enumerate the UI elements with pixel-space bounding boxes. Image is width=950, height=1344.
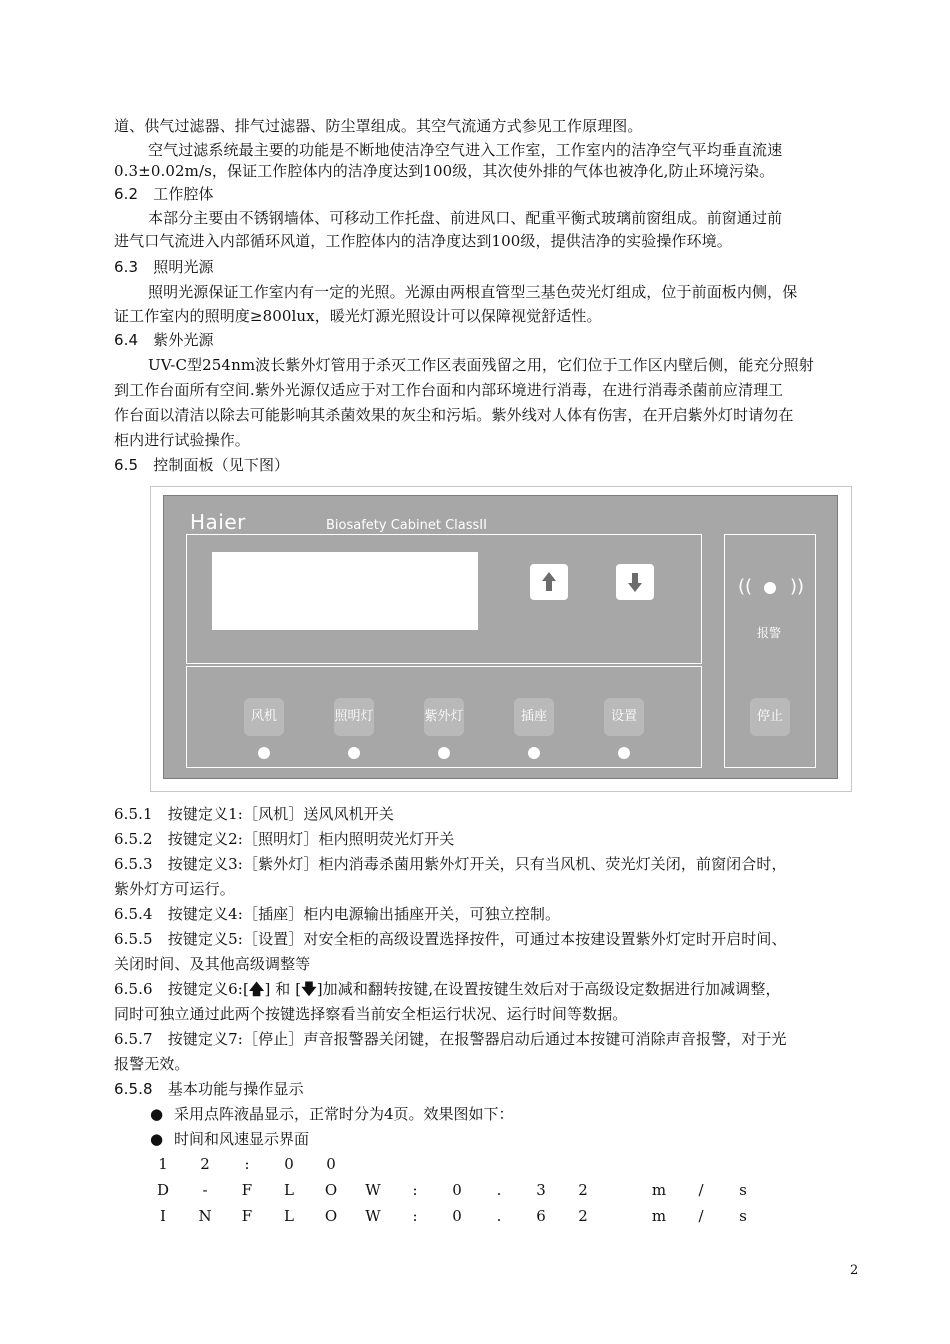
paragraph-line: 照明光源保证工作室内有一定的光照。光源由两根直管型三基色荧光灯组成，位于前面板内侧，保: [148, 283, 798, 301]
lcd-char: 2: [200, 1155, 210, 1173]
lcd-char: L: [284, 1207, 294, 1225]
paragraph-line: 到工作台面所有空间.紫外光源仅适应于对工作台面和内部环境进行消毒，在进行消毒杀菌前应清理工: [114, 381, 784, 399]
lcd-char: s: [739, 1207, 747, 1225]
socket-button[interactable]: 插座: [514, 698, 554, 736]
lcd-char: 3: [536, 1181, 546, 1199]
paragraph-line: 作台面以清洁以除去可能影响其杀菌效果的灰尘和污垢。紫外线对人体有伤害，在开启紫外灯时请勿在: [114, 406, 794, 424]
up-button[interactable]: [530, 564, 568, 600]
lcd-char: W: [365, 1207, 381, 1225]
light-button[interactable]: 照明灯: [334, 698, 374, 736]
lcd-char: 0: [452, 1207, 462, 1225]
settings-button[interactable]: 设置: [604, 698, 644, 736]
lcd-char: /: [698, 1181, 704, 1199]
bullet-icon: ●: [150, 1130, 164, 1148]
key-definition: 同时可独立通过此两个按键选择察看当前安全柜运行状况、运行时间等数据。: [114, 1005, 628, 1023]
paragraph-line: 柜内进行试验操作。: [114, 431, 250, 449]
lcd-char: F: [241, 1207, 253, 1225]
key-definition: 6.5.4 按键定义4:［插座］柜内电源输出插座开关，可独立控制。: [114, 905, 561, 923]
key-definition: 6.5.7 按键定义7:［停止］声音报警器关闭键，在报警器启动后通过本按键可消除声音报警，对于光: [114, 1030, 787, 1048]
alarm-wave-left-icon: ((: [738, 576, 753, 597]
lcd-char: F: [241, 1181, 253, 1199]
bullet-text: 时间和风速显示界面: [174, 1130, 310, 1148]
lcd-char: 2: [578, 1181, 588, 1199]
paragraph-line: 空气过滤系统最主要的功能是不断地使洁净空气进入工作室，工作室内的洁净空气平均垂直流速: [148, 141, 783, 159]
arrow-down-icon: 🡇: [301, 980, 317, 998]
lcd-char: -: [202, 1181, 208, 1199]
lcd-char: O: [324, 1181, 338, 1199]
lcd-char: :: [412, 1207, 418, 1225]
bullet-item: [150, 1129, 309, 1149]
bullet-item: [150, 1104, 514, 1124]
lcd-char: .: [496, 1207, 502, 1225]
lcd-char: 1: [158, 1155, 168, 1173]
paragraph-line: 道、供气过滤器、排气过滤器、防尘罩组成。其空气流通方式参见工作原理图。: [114, 117, 643, 135]
lcd-char: L: [284, 1181, 294, 1199]
lcd-char: I: [160, 1207, 166, 1225]
section-heading-6-5-8: 6.5.8 基本功能与操作显示: [114, 1080, 304, 1098]
alarm-wave-right-icon: )): [790, 576, 805, 597]
alarm-label: 报警: [757, 626, 782, 640]
bullet-icon: ●: [150, 1105, 164, 1123]
fan-button[interactable]: 风机: [244, 698, 284, 736]
lcd-char: 0: [326, 1155, 336, 1173]
control-panel-figure: [150, 486, 852, 792]
key-definition: 紫外灯方可运行。: [114, 880, 235, 898]
control-panel: [163, 495, 838, 779]
lcd-char: 0: [284, 1155, 294, 1173]
lcd-char: :: [244, 1155, 250, 1173]
lcd-char: 2: [578, 1207, 588, 1225]
paragraph-line: 进气口气流进入内部循环风道，工作腔体内的洁净度达到100级，提供洁净的实验操作环境。: [114, 232, 732, 250]
down-button[interactable]: [616, 564, 654, 600]
section-heading-6-3: 6.3 照明光源: [114, 258, 214, 276]
model-name: Biosafety Cabinet ClassII: [326, 518, 487, 533]
arrow-up-icon: [530, 564, 568, 600]
lcd-screen: [212, 552, 478, 630]
page-number: 2: [850, 1263, 859, 1278]
lcd-char: m: [651, 1207, 667, 1225]
key-definition: 6.5.5 按键定义5:［设置］对安全柜的高级设置选择按件，可通过本按建设置紫外灯定时开启时间、: [114, 930, 787, 948]
light-indicator-led: [348, 747, 360, 759]
section-heading-6-4: 6.4 紫外光源: [114, 331, 214, 349]
paragraph-line: 证工作室内的照明度≥800lux，暖光灯源光照设计可以保障视觉舒适性。: [114, 307, 602, 325]
key-definition: [114, 979, 860, 999]
arrow-up-icon: 🡅: [248, 980, 265, 998]
lcd-char: s: [739, 1181, 747, 1199]
key-definition-prefix: 6.5.6 按键定义6:[: [114, 980, 249, 998]
lcd-char: N: [198, 1207, 212, 1225]
socket-indicator-led: [528, 747, 540, 759]
paragraph-line: 本部分主要由不锈钢墙体、可移动工作托盘、前进风口、配重平衡式玻璃前窗组成。前窗通过前: [148, 209, 783, 227]
key-definition: 6.5.3 按键定义3:［紫外灯］柜内消毒杀菌用紫外灯开关，只有当风机、荧光灯关闭，前窗闭合时，: [114, 855, 787, 873]
lcd-char: /: [698, 1207, 704, 1225]
section-heading-6-2: 6.2 工作腔体: [114, 185, 214, 203]
lcd-char: .: [496, 1181, 502, 1199]
key-definition-suffix: ]加减和翻转按键,在设置按键生效后对于高级设定数据进行加减调整，: [316, 980, 781, 998]
stop-button[interactable]: 停止: [750, 698, 790, 736]
lcd-char: O: [324, 1207, 338, 1225]
lcd-char: 6: [536, 1207, 546, 1225]
lcd-char: m: [651, 1181, 667, 1199]
uv-lamp-button[interactable]: 紫外灯: [424, 698, 464, 736]
brand-logo: Haier: [190, 510, 246, 534]
paragraph-line: UV-C型254nm波长紫外灯管用于杀灭工作区表面残留之用，它们位于工作区内壁后侧，能充分照射: [148, 356, 814, 374]
key-definition: 报警无效。: [114, 1055, 190, 1073]
lcd-char: :: [412, 1181, 418, 1199]
fan-indicator-led: [258, 747, 270, 759]
alarm-light-icon: [764, 582, 776, 594]
paragraph-line: 0.3±0.02m/s，保证工作腔体内的洁净度达到100级，其次使外排的气体也被净化,防止环境污染。: [114, 162, 775, 180]
lcd-char: D: [156, 1181, 170, 1199]
uv-indicator-led: [438, 747, 450, 759]
lcd-char: 0: [452, 1181, 462, 1199]
section-heading-6-5: 6.5 控制面板（见下图）: [114, 456, 290, 474]
bullet-text: 采用点阵液晶显示，正常时分为4页。效果图如下：: [174, 1105, 514, 1123]
key-definition: 6.5.2 按键定义2:［照明灯］柜内照明荧光灯开关: [114, 830, 455, 848]
key-definition: 关闭时间、及其他高级调整等: [114, 955, 311, 973]
key-definition: 6.5.1 按键定义1:［风机］送风风机开关: [114, 805, 394, 823]
lcd-char: W: [365, 1181, 381, 1199]
arrow-down-icon: [616, 564, 654, 600]
settings-indicator-led: [618, 747, 630, 759]
key-definition-mid: ] 和 [: [264, 980, 302, 998]
